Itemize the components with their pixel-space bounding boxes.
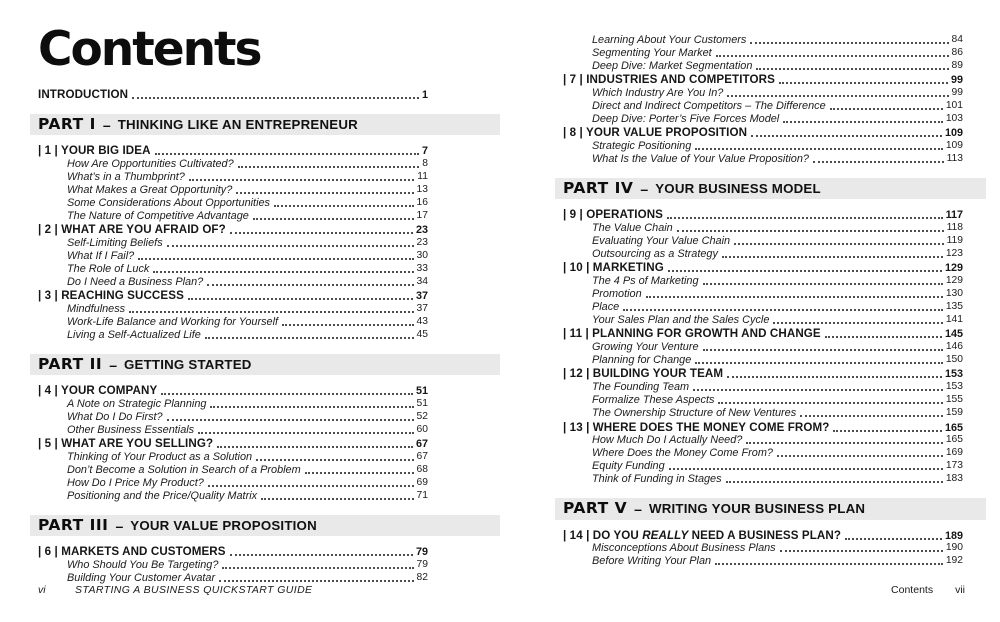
part-header — [555, 178, 986, 200]
page-number: 11 — [417, 171, 428, 183]
toc-entry-label: | 6 | MARKETS AND CUSTOMERS — [38, 545, 226, 559]
toc-chapter-row — [563, 529, 963, 542]
toc-entry-label: Which Industry Are You In? — [592, 86, 724, 99]
toc-entry-label: Equity Funding — [592, 460, 665, 473]
dot-leader — [746, 442, 942, 444]
page-number: 13 — [416, 183, 428, 195]
dot-leader — [727, 95, 948, 97]
dot-leader — [718, 402, 942, 404]
toc-subsection-row — [563, 300, 963, 313]
toc-entry-label: | 7 | INDUSTRIES AND COMPETITORS — [563, 73, 775, 87]
part-dash: – — [115, 517, 124, 534]
toc-subsection-row — [38, 397, 428, 410]
dot-leader — [703, 283, 943, 285]
toc-subsection-row — [38, 262, 428, 275]
toc-subsection-row — [563, 406, 963, 419]
toc-entry-label: Outsourcing as a Strategy — [592, 247, 718, 260]
page-number: 192 — [945, 555, 963, 567]
toc-subsection-row — [38, 423, 428, 436]
toc-entry-label: What’s in a Thumbprint? — [67, 171, 185, 184]
page-number: 43 — [416, 315, 428, 327]
dot-leader — [830, 108, 943, 110]
toc-subsection-row — [38, 315, 428, 328]
page-number: 153 — [944, 368, 963, 381]
toc-entry-label: Place — [592, 301, 620, 314]
dot-leader — [845, 538, 942, 540]
toc-subsection-row — [38, 275, 428, 288]
toc-entry-label: How Much Do I Actually Need? — [592, 434, 743, 447]
toc-subsection-row — [38, 170, 428, 183]
toc-subsection-row — [563, 446, 963, 459]
toc-subsection-row — [38, 489, 428, 502]
toc-entry-label: | 14 | DO YOU REALLY NEED A BUSINESS PLAN? — [563, 528, 842, 542]
toc-chapter-row — [563, 208, 963, 221]
footer-right — [891, 584, 965, 596]
page-number: 169 — [945, 447, 963, 459]
toc-chapter-row — [38, 384, 428, 397]
page-number: 1 — [421, 88, 428, 101]
part-header — [30, 354, 500, 376]
toc-chapter-row — [563, 126, 963, 139]
toc-entry-label: Your Sales Plan and the Sales Cycle — [592, 313, 770, 326]
dot-leader — [669, 468, 943, 470]
page-number: 103 — [945, 112, 963, 124]
toc-entry-label: Other Business Essentials — [67, 423, 195, 436]
dot-leader — [716, 55, 949, 57]
folio-left: vi — [38, 584, 46, 596]
page-number: 118 — [946, 222, 963, 234]
page-number: 109 — [944, 127, 963, 140]
dot-leader — [155, 153, 419, 155]
toc-right-page — [563, 33, 963, 567]
toc-entry-label: Think of Funding in Stages — [592, 473, 722, 486]
page-number: 113 — [946, 152, 963, 164]
toc-entry-label: Promotion — [592, 288, 642, 301]
toc-subsection-row — [563, 33, 963, 46]
part-number-label: PART III — [38, 515, 109, 534]
dot-leader — [779, 82, 948, 84]
toc-entry-label: Living a Self-Actualized Life — [67, 328, 201, 341]
dot-leader — [727, 376, 942, 378]
toc-entry-label: Evaluating Your Value Chain — [592, 235, 731, 248]
page-title: Contents — [38, 22, 261, 77]
toc-chapter-row — [38, 545, 428, 558]
dot-leader — [305, 472, 414, 474]
dot-leader — [726, 481, 943, 483]
toc-entry-label: | 1 | YOUR BIG IDEA — [38, 144, 151, 158]
part-dash: – — [640, 180, 649, 197]
toc-subsection-row — [563, 554, 963, 567]
toc-entry-label: The 4 Ps of Marketing — [592, 275, 699, 288]
page-number: 135 — [945, 301, 963, 313]
page-number: 145 — [944, 328, 963, 341]
toc-entry-label: | 2 | WHAT ARE YOU AFRAID OF? — [38, 223, 226, 237]
page-number: 189 — [944, 529, 963, 542]
page-number: 71 — [416, 489, 428, 501]
toc-entry-label: INTRODUCTION — [38, 87, 129, 101]
toc-entry-label: Some Considerations About Opportunities — [67, 196, 271, 209]
dot-leader — [715, 563, 943, 565]
dot-leader — [756, 68, 948, 70]
page-number: 84 — [951, 33, 963, 45]
toc-entry-label: The Value Chain — [592, 222, 673, 235]
toc-subsection-row — [563, 542, 963, 555]
dot-leader — [261, 498, 413, 500]
part-number-label: PART II — [38, 354, 103, 373]
part-header — [30, 114, 500, 136]
dot-leader — [667, 217, 943, 219]
toc-entry-label: How Do I Price My Product? — [67, 476, 204, 489]
page-number: 155 — [945, 394, 963, 406]
page-number: 101 — [945, 99, 963, 111]
dot-leader — [773, 322, 942, 324]
part-header — [30, 515, 500, 537]
dot-leader — [188, 298, 413, 300]
toc-subsection-row — [563, 99, 963, 112]
toc-entry-label: Work-Life Balance and Working for Yourself — [67, 315, 279, 328]
dot-leader — [751, 135, 942, 137]
toc-chapter-row — [38, 88, 428, 101]
toc-subsection-row — [38, 410, 428, 423]
toc-subsection-row — [563, 313, 963, 326]
page-number: 34 — [416, 275, 428, 287]
dot-leader — [750, 42, 948, 44]
page-number: 165 — [944, 421, 963, 434]
dot-leader — [623, 309, 943, 311]
toc-subsection-row — [563, 247, 963, 260]
toc-entry-label: Do I Need a Business Plan? — [67, 275, 204, 288]
toc-entry-label: Where Does the Money Come From? — [592, 447, 773, 460]
dot-leader — [777, 455, 943, 457]
toc-subsection-row — [38, 328, 428, 341]
toc-entry-label: What Makes a Great Opportunity? — [67, 183, 233, 196]
toc-subsection-row — [563, 353, 963, 366]
dot-leader — [138, 258, 413, 260]
page-number: 67 — [415, 438, 428, 451]
toc-left-entries — [38, 88, 428, 584]
toc-entry-label: Who Should You Be Targeting? — [67, 559, 219, 572]
page-number: 82 — [416, 571, 428, 583]
toc-entry-label: Before Writing Your Plan — [592, 555, 712, 568]
page-number: 89 — [951, 59, 963, 71]
toc-entry-label: Planning for Change — [592, 354, 692, 367]
footer-left — [38, 584, 312, 596]
page-number: 67 — [416, 451, 428, 463]
dot-leader — [210, 406, 413, 408]
toc-entry-label: What If I Fail? — [67, 249, 135, 262]
page-number: 153 — [945, 381, 963, 393]
page-number: 7 — [421, 145, 428, 158]
page-number: 130 — [945, 288, 963, 300]
page-number: 129 — [944, 262, 963, 275]
dot-leader — [219, 580, 413, 582]
dot-leader — [693, 389, 943, 391]
toc-subsection-row — [563, 472, 963, 485]
toc-subsection-row — [38, 558, 428, 571]
page-number: 123 — [945, 247, 963, 259]
page-number: 150 — [945, 354, 963, 366]
toc-entry-label: | 12 | BUILDING YOUR TEAM — [563, 367, 724, 381]
toc-subsection-row — [563, 393, 963, 406]
toc-subsection-row — [38, 183, 428, 196]
page-number: 37 — [416, 302, 428, 314]
dot-leader — [205, 337, 414, 339]
part-number-label: PART I — [38, 114, 96, 133]
page-number: 23 — [416, 237, 428, 249]
page-number: 30 — [416, 249, 428, 261]
dot-leader — [780, 550, 943, 552]
page-number: 51 — [415, 385, 428, 398]
toc-chapter-row — [563, 327, 963, 340]
toc-entry-label: Mindfulness — [67, 302, 126, 315]
toc-entry-label: Learning About Your Customers — [592, 33, 747, 46]
dot-leader — [668, 270, 942, 272]
dot-leader — [217, 446, 413, 448]
toc-subsection-row — [563, 459, 963, 472]
toc-subsection-row — [38, 196, 428, 209]
dot-leader — [813, 161, 944, 163]
part-title: THINKING LIKE AN ENTREPRENEUR — [117, 116, 358, 132]
toc-entry-label: Deep Dive: Market Segmentation — [592, 59, 753, 72]
part-title: YOUR BUSINESS MODEL — [655, 181, 821, 196]
toc-entry-label: Strategic Positioning — [592, 140, 692, 153]
toc-chapter-row — [38, 437, 428, 450]
dot-leader — [253, 218, 414, 220]
toc-entry-label: How Are Opportunities Cultivated? — [67, 158, 234, 171]
toc-subsection-row — [38, 450, 428, 463]
folio-right: vii — [955, 584, 965, 596]
toc-entry-label: A Note on Strategic Planning — [67, 398, 207, 411]
toc-subsection-row — [563, 340, 963, 353]
toc-subsection-row — [38, 571, 428, 584]
page-number: 141 — [945, 313, 963, 325]
dot-leader — [207, 284, 413, 286]
toc-entry-label: | 11 | PLANNING FOR GROWTH AND CHANGE — [563, 327, 821, 341]
page-number: 190 — [945, 542, 963, 554]
dot-leader — [695, 362, 943, 364]
dot-leader — [722, 256, 943, 258]
toc-chapter-row — [563, 73, 963, 86]
page-number: 68 — [416, 463, 428, 475]
toc-entry-label: The Role of Luck — [67, 262, 150, 275]
toc-entry-label: | 9 | OPERATIONS — [563, 208, 663, 222]
page-number: 52 — [416, 410, 428, 422]
toc-subsection-row — [563, 434, 963, 447]
toc-subsection-row — [563, 152, 963, 165]
toc-entry-label: Direct and Indirect Competitors – The Difference — [592, 99, 826, 112]
page-number: 86 — [951, 46, 963, 58]
page-number: 23 — [415, 224, 428, 237]
dot-leader — [230, 232, 413, 234]
page-number: 17 — [416, 209, 428, 221]
dot-leader — [189, 179, 414, 181]
toc-entry-label: The Ownership Structure of New Ventures — [592, 407, 797, 420]
toc-entry-label: The Nature of Competitive Advantage — [67, 209, 249, 222]
dot-leader — [132, 97, 419, 99]
toc-subsection-row — [563, 139, 963, 152]
part-dash: – — [634, 500, 642, 517]
toc-entry-label: What Is the Value of Your Value Proposition? — [592, 152, 809, 165]
dot-leader — [695, 148, 943, 150]
toc-entry-label: | 13 | WHERE DOES THE MONEY COME FROM? — [563, 420, 830, 434]
toc-subsection-row — [563, 287, 963, 300]
page-number: 99 — [950, 74, 963, 87]
toc-subsection-row — [38, 249, 428, 262]
part-number-label: PART IV — [563, 178, 634, 197]
page-number: 159 — [945, 407, 963, 419]
toc-chapter-row — [563, 421, 963, 434]
part-title: WRITING YOUR BUSINESS PLAN — [648, 501, 866, 517]
toc-entry-label: Positioning and the Price/Quality Matrix — [67, 489, 258, 502]
dot-leader — [783, 121, 943, 123]
page-number: 109 — [945, 140, 963, 152]
toc-entry-label: | 5 | WHAT ARE YOU SELLING? — [38, 437, 214, 451]
toc-subsection-row — [38, 302, 428, 315]
toc-chapter-row — [38, 289, 428, 302]
toc-entry-label: The Founding Team — [592, 381, 690, 394]
toc-entry-label: Deep Dive: Porter’s Five Forces Model — [592, 112, 780, 125]
part-number-label: PART V — [563, 499, 628, 518]
toc-subsection-row — [563, 59, 963, 72]
running-title-left: STARTING A BUSINESS QUICKSTART GUIDE — [75, 584, 313, 596]
toc-chapter-row — [563, 368, 963, 381]
toc-right-entries — [563, 33, 963, 567]
dot-leader — [129, 311, 413, 313]
page-number: 119 — [946, 235, 963, 247]
dot-leader — [646, 296, 943, 298]
page-number: 37 — [415, 290, 428, 303]
dot-leader — [825, 336, 942, 338]
toc-subsection-row — [563, 234, 963, 247]
part-header — [555, 498, 986, 520]
page-number: 99 — [951, 86, 963, 98]
dot-leader — [198, 432, 413, 434]
page-number: 173 — [945, 460, 963, 472]
page-number: 45 — [416, 328, 428, 340]
dot-leader — [230, 554, 413, 556]
dot-leader — [167, 419, 414, 421]
toc-entry-label: | 10 | MARKETING — [563, 261, 664, 275]
part-title: GETTING STARTED — [123, 356, 252, 372]
part-dash: – — [102, 116, 111, 133]
dot-leader — [677, 230, 944, 232]
toc-subsection-row — [563, 380, 963, 393]
toc-subsection-row — [38, 463, 428, 476]
toc-subsection-row — [38, 157, 428, 170]
page-number: 183 — [945, 473, 963, 485]
toc-chapter-row — [38, 144, 428, 157]
page-number: 117 — [945, 209, 963, 222]
toc-entry-label: Don’t Become a Solution in Search of a Problem — [67, 463, 301, 476]
dot-leader — [703, 349, 943, 351]
toc-entry-label: Segmenting Your Market — [592, 46, 712, 59]
dot-leader — [256, 459, 413, 461]
toc-left-page — [38, 22, 428, 584]
dot-leader — [167, 245, 414, 247]
dot-leader — [236, 192, 413, 194]
toc-subsection-row — [38, 236, 428, 249]
dot-leader — [282, 324, 413, 326]
page-number: 129 — [945, 275, 963, 287]
dot-leader — [800, 415, 943, 417]
toc-entry-label: Thinking of Your Product as a Solution — [67, 451, 253, 464]
toc-entry-label: | 4 | YOUR COMPANY — [38, 384, 158, 398]
toc-entry-label: | 3 | REACHING SUCCESS — [38, 289, 184, 303]
toc-chapter-row — [38, 223, 428, 236]
toc-subsection-row — [38, 209, 428, 222]
page-number: 79 — [415, 546, 428, 559]
part-dash: – — [109, 356, 117, 373]
page-number: 69 — [416, 476, 428, 488]
toc-subsection-row — [563, 86, 963, 99]
running-title-right: Contents — [891, 584, 934, 596]
toc-subsection-row — [38, 476, 428, 489]
dot-leader — [238, 166, 420, 168]
toc-subsection-row — [563, 274, 963, 287]
dot-leader — [161, 393, 413, 395]
toc-entry-label: | 8 | YOUR VALUE PROPOSITION — [563, 126, 748, 140]
dot-leader — [833, 430, 942, 432]
page-number: 60 — [416, 423, 428, 435]
toc-subsection-row — [563, 112, 963, 125]
page-number: 8 — [422, 158, 428, 170]
toc-entry-label: Formalize These Aspects — [592, 394, 715, 407]
toc-entry-label: What Do I Do First? — [67, 410, 163, 423]
toc-entry-label: Misconceptions About Business Plans — [592, 542, 776, 555]
dot-leader — [153, 271, 413, 273]
page-number: 146 — [945, 341, 963, 353]
toc-chapter-row — [563, 261, 963, 274]
toc-entry-label: Building Your Customer Avatar — [67, 571, 216, 584]
page-number: 79 — [416, 559, 428, 571]
page-number: 33 — [416, 262, 428, 274]
toc-subsection-row — [563, 46, 963, 59]
page-number: 16 — [416, 196, 428, 208]
dot-leader — [222, 567, 413, 569]
toc-entry-label: Growing Your Venture — [592, 341, 699, 354]
dot-leader — [208, 485, 414, 487]
dot-leader — [734, 243, 944, 245]
page-number: 51 — [416, 398, 428, 410]
page-number: 165 — [945, 434, 963, 446]
toc-subsection-row — [563, 221, 963, 234]
dot-leader — [274, 205, 414, 207]
part-title: YOUR VALUE PROPOSITION — [130, 517, 317, 533]
toc-entry-label: Self-Limiting Beliefs — [67, 237, 163, 250]
